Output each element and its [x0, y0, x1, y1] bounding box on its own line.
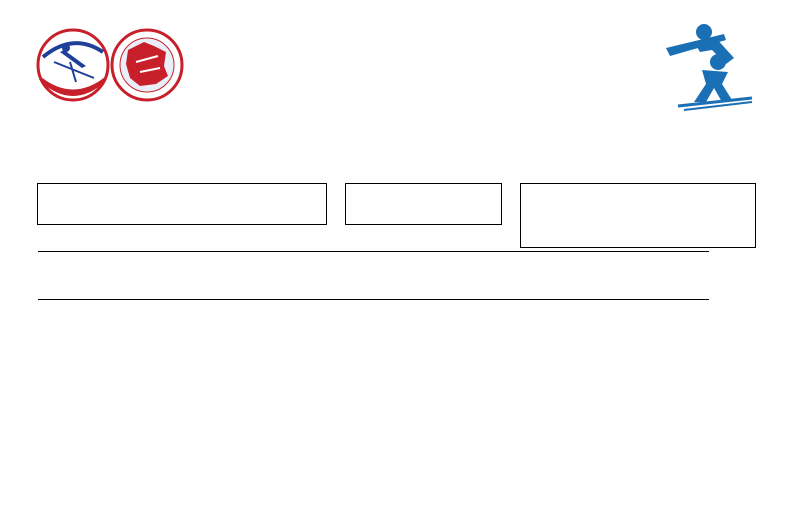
hill-row	[349, 198, 498, 210]
hill-row	[349, 186, 498, 198]
hill-box	[345, 183, 502, 225]
track-row	[524, 210, 752, 222]
track-row	[524, 198, 752, 210]
jury-row	[41, 198, 323, 210]
track-row	[524, 234, 752, 246]
jury-row	[41, 186, 323, 198]
track-row	[524, 222, 752, 234]
track-box	[520, 183, 756, 248]
nordic-combined-pictogram-icon	[664, 18, 756, 114]
jury-row	[41, 210, 323, 222]
table-header-rule	[38, 299, 709, 300]
hill-row	[349, 210, 498, 222]
prikamye-federation-logo-icon	[112, 30, 182, 100]
table-top-rule	[38, 251, 709, 252]
championship-logos	[36, 22, 184, 108]
track-row	[524, 186, 752, 198]
jury-box	[37, 183, 327, 225]
ski-jumper-logo-icon	[38, 30, 108, 100]
